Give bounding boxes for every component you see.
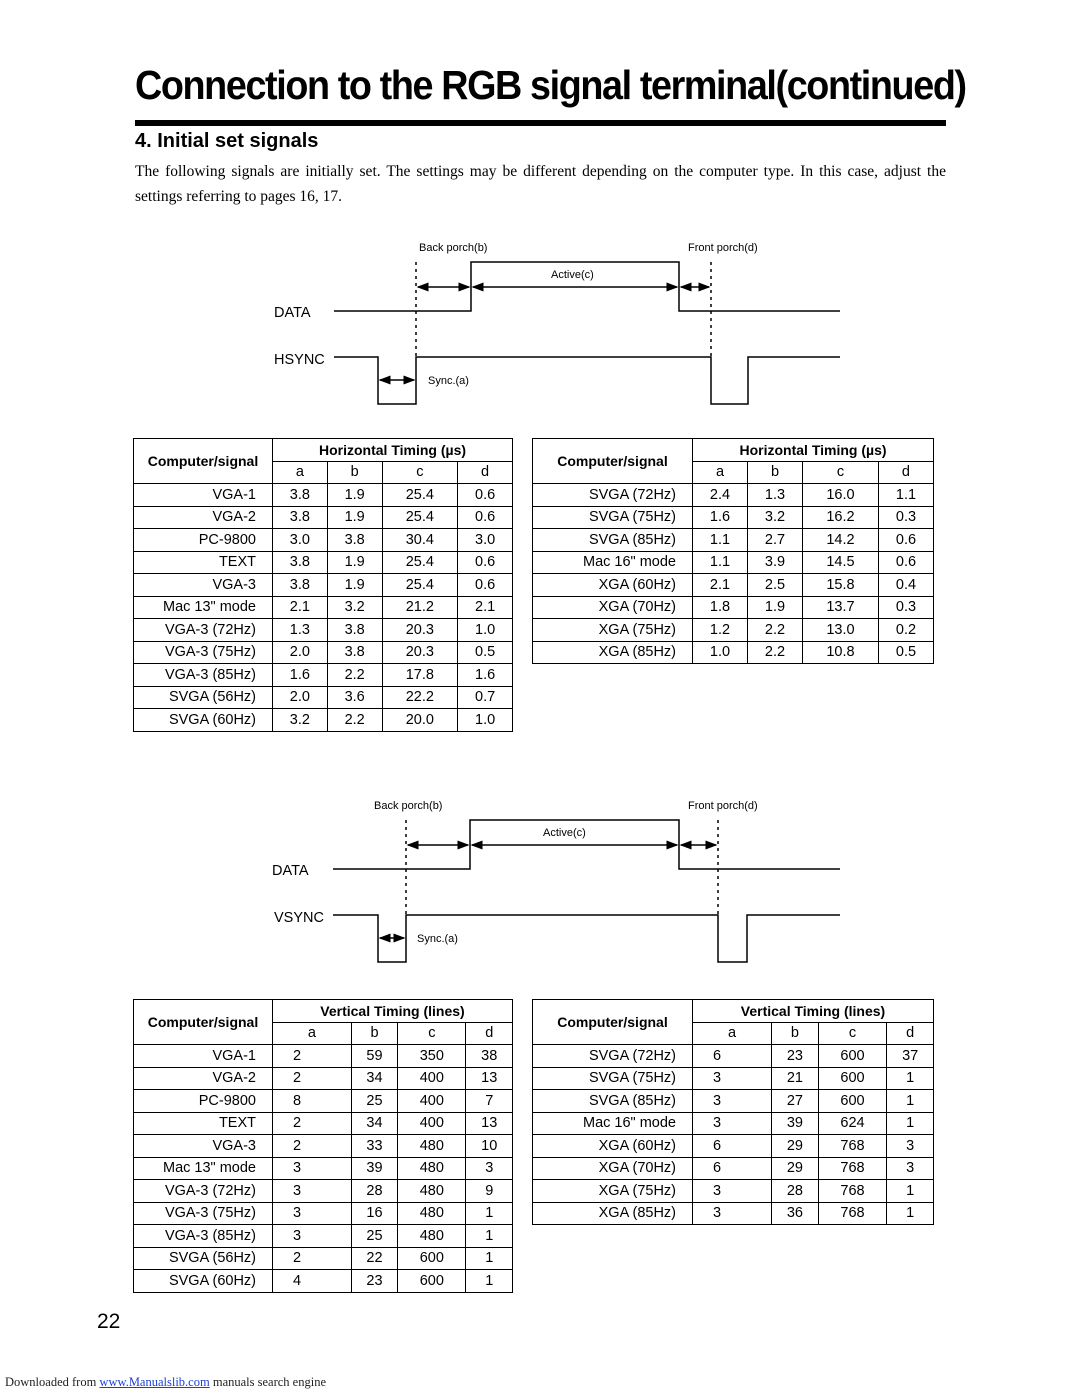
signal-name-cell: XGA (70Hz)	[533, 1157, 693, 1180]
timing-cell-c: 480	[398, 1225, 466, 1248]
vertical-timing-table-right	[532, 999, 934, 1225]
table-row	[134, 506, 513, 529]
timing-cell-d: 1	[887, 1090, 934, 1113]
timing-cell-a: 1.0	[693, 641, 748, 664]
table-row	[134, 1045, 513, 1068]
subcol-header-a: a	[273, 1022, 352, 1045]
page-number: 22	[97, 1310, 121, 1333]
timing-cell-d: 37	[887, 1045, 934, 1068]
timing-cell-d: 0.2	[878, 619, 933, 642]
subcol-header-a: a	[273, 461, 328, 484]
timing-cell-c: 25.4	[382, 506, 458, 529]
timing-cell-a: 2	[273, 1045, 352, 1068]
table-row	[134, 1247, 513, 1270]
signal-name-cell: SVGA (56Hz)	[134, 1247, 273, 1270]
timing-cell-c: 20.3	[382, 641, 458, 664]
footer	[5, 1375, 326, 1390]
timing-cell-a: 1.3	[273, 619, 328, 642]
timing-cell-d: 0.3	[878, 506, 933, 529]
subcol-header-b: b	[772, 1022, 819, 1045]
signal-name-cell: XGA (85Hz)	[533, 1202, 693, 1225]
table-row	[134, 574, 513, 597]
timing-cell-c: 400	[398, 1112, 466, 1135]
timing-cell-d: 0.5	[458, 641, 513, 664]
signal-name-cell: XGA (75Hz)	[533, 619, 693, 642]
signal-name-cell: VGA-3 (85Hz)	[134, 1225, 273, 1248]
timing-cell-a: 3.8	[273, 506, 328, 529]
timing-cell-d: 0.6	[878, 551, 933, 574]
timing-cell-c: 400	[398, 1067, 466, 1090]
signal-name-cell: SVGA (75Hz)	[533, 506, 693, 529]
timing-cell-b: 27	[772, 1090, 819, 1113]
timing-cell-b: 25	[351, 1225, 397, 1248]
table-row	[134, 1067, 513, 1090]
table-row	[134, 551, 513, 574]
timing-cell-a: 2.4	[693, 484, 748, 507]
timing-cell-d: 1.1	[878, 484, 933, 507]
computer-signal-header: Computer/signal	[533, 1000, 693, 1045]
table-row	[134, 664, 513, 687]
timing-cell-c: 25.4	[382, 551, 458, 574]
signal-name-cell: VGA-2	[134, 506, 273, 529]
signal-name-cell: VGA-3	[134, 1135, 273, 1158]
timing-cell-a: 4	[273, 1270, 352, 1293]
data-label: DATA	[274, 305, 311, 321]
footer-prefix: Downloaded from	[5, 1375, 100, 1389]
timing-cell-c: 480	[398, 1202, 466, 1225]
timing-cell-a: 2	[273, 1135, 352, 1158]
timing-cell-b: 2.2	[747, 641, 802, 664]
signal-name-cell: XGA (60Hz)	[533, 574, 693, 597]
timing-cell-a: 6	[693, 1045, 772, 1068]
sync-line-label: VSYNC	[274, 910, 324, 926]
timing-cell-b: 59	[351, 1045, 397, 1068]
table-row	[533, 1090, 934, 1113]
front-porch-label: Front porch(d)	[688, 800, 758, 812]
timing-cell-a: 1.1	[693, 551, 748, 574]
timing-group-header: Horizontal Timing (µs)	[693, 439, 934, 462]
timing-cell-c: 30.4	[382, 529, 458, 552]
subcol-header-b: b	[327, 461, 382, 484]
timing-cell-a: 1.1	[693, 529, 748, 552]
signal-name-cell: VGA-3 (75Hz)	[134, 1202, 273, 1225]
timing-cell-c: 15.8	[802, 574, 878, 597]
timing-cell-c: 22.2	[382, 686, 458, 709]
timing-cell-d: 38	[466, 1045, 513, 1068]
table-row	[134, 529, 513, 552]
table-row	[134, 1112, 513, 1135]
timing-cell-a: 3.8	[273, 574, 328, 597]
timing-cell-c: 400	[398, 1090, 466, 1113]
timing-cell-c: 480	[398, 1135, 466, 1158]
table-row	[533, 596, 934, 619]
subcol-header-c: c	[382, 461, 458, 484]
sync-line-label: HSYNC	[274, 352, 325, 368]
timing-cell-d: 3	[887, 1157, 934, 1180]
timing-cell-a: 3	[693, 1180, 772, 1203]
timing-cell-c: 13.7	[802, 596, 878, 619]
timing-cell-d: 0.6	[458, 506, 513, 529]
page-title: Connection to the RGB signal terminal(continued)	[135, 62, 966, 108]
timing-cell-d: 1	[887, 1067, 934, 1090]
timing-cell-a: 2	[273, 1067, 352, 1090]
timing-cell-b: 22	[351, 1247, 397, 1270]
timing-cell-d: 0.6	[458, 574, 513, 597]
timing-cell-d: 9	[466, 1180, 513, 1203]
signal-name-cell: SVGA (60Hz)	[134, 1270, 273, 1293]
signal-name-cell: VGA-2	[134, 1067, 273, 1090]
timing-cell-b: 1.9	[327, 574, 382, 597]
timing-cell-b: 39	[772, 1112, 819, 1135]
timing-cell-b: 3.6	[327, 686, 382, 709]
timing-cell-c: 20.0	[382, 709, 458, 732]
signal-name-cell: Mac 13" mode	[134, 1157, 273, 1180]
active-label: Active(c)	[543, 827, 586, 839]
timing-cell-a: 3	[693, 1090, 772, 1113]
timing-cell-d: 3	[887, 1135, 934, 1158]
timing-cell-c: 17.8	[382, 664, 458, 687]
timing-cell-d: 13	[466, 1067, 513, 1090]
table-row	[134, 596, 513, 619]
table-row	[533, 506, 934, 529]
vertical-timing-table-left	[133, 999, 513, 1293]
signal-name-cell: XGA (75Hz)	[533, 1180, 693, 1203]
timing-cell-a: 3	[693, 1202, 772, 1225]
timing-cell-c: 600	[398, 1247, 466, 1270]
signal-name-cell: SVGA (72Hz)	[533, 1045, 693, 1068]
subcol-header-d: d	[458, 461, 513, 484]
table-row	[134, 1090, 513, 1113]
timing-cell-d: 3.0	[458, 529, 513, 552]
timing-cell-c: 480	[398, 1157, 466, 1180]
timing-cell-b: 3.2	[747, 506, 802, 529]
table-row	[134, 1180, 513, 1203]
timing-cell-d: 10	[466, 1135, 513, 1158]
timing-cell-a: 2.0	[273, 641, 328, 664]
table-row	[134, 686, 513, 709]
timing-group-header: Vertical Timing (lines)	[693, 1000, 934, 1023]
signal-name-cell: VGA-1	[134, 1045, 273, 1068]
table-row	[533, 1045, 934, 1068]
timing-cell-d: 1	[887, 1202, 934, 1225]
timing-cell-b: 25	[351, 1090, 397, 1113]
timing-cell-a: 6	[693, 1157, 772, 1180]
table-row	[533, 1067, 934, 1090]
timing-cell-a: 3	[693, 1067, 772, 1090]
timing-cell-b: 29	[772, 1157, 819, 1180]
timing-cell-d: 0.7	[458, 686, 513, 709]
timing-cell-d: 0.3	[878, 596, 933, 619]
signal-name-cell: XGA (60Hz)	[533, 1135, 693, 1158]
timing-cell-b: 39	[351, 1157, 397, 1180]
signal-name-cell: XGA (85Hz)	[533, 641, 693, 664]
signal-name-cell: VGA-3 (75Hz)	[134, 641, 273, 664]
timing-cell-b: 21	[772, 1067, 819, 1090]
signal-name-cell: SVGA (60Hz)	[134, 709, 273, 732]
timing-cell-a: 3.8	[273, 484, 328, 507]
timing-cell-c: 768	[818, 1157, 887, 1180]
title-rule	[135, 120, 946, 126]
subcol-header-a: a	[693, 461, 748, 484]
timing-cell-a: 2	[273, 1112, 352, 1135]
back-porch-label: Back porch(b)	[419, 242, 488, 254]
timing-cell-d: 1	[887, 1180, 934, 1203]
signal-name-cell: TEXT	[134, 1112, 273, 1135]
timing-cell-a: 1.8	[693, 596, 748, 619]
table-row	[134, 1135, 513, 1158]
timing-cell-a: 3.8	[273, 551, 328, 574]
timing-cell-c: 14.5	[802, 551, 878, 574]
timing-cell-b: 33	[351, 1135, 397, 1158]
timing-cell-c: 600	[818, 1090, 887, 1113]
signal-name-cell: SVGA (75Hz)	[533, 1067, 693, 1090]
table-row	[533, 529, 934, 552]
timing-cell-a: 2.0	[273, 686, 328, 709]
table-row	[134, 484, 513, 507]
signal-name-cell: PC-9800	[134, 1090, 273, 1113]
timing-cell-c: 600	[818, 1045, 887, 1068]
table-row	[533, 551, 934, 574]
timing-cell-d: 0.6	[458, 551, 513, 574]
table-row	[533, 1112, 934, 1135]
timing-cell-c: 16.0	[802, 484, 878, 507]
sync-waveform	[333, 915, 840, 962]
timing-cell-c: 768	[818, 1135, 887, 1158]
timing-cell-c: 480	[398, 1180, 466, 1203]
signal-name-cell: VGA-1	[134, 484, 273, 507]
table-row	[533, 1180, 934, 1203]
table-row	[134, 641, 513, 664]
timing-cell-b: 23	[772, 1045, 819, 1068]
footer-suffix: manuals search engine	[209, 1375, 326, 1389]
timing-cell-b: 3.8	[327, 641, 382, 664]
table-row	[533, 641, 934, 664]
subcol-header-d: d	[466, 1022, 513, 1045]
timing-cell-d: 1	[466, 1202, 513, 1225]
timing-cell-c: 25.4	[382, 484, 458, 507]
timing-cell-b: 3.9	[747, 551, 802, 574]
timing-cell-b: 2.2	[747, 619, 802, 642]
timing-cell-c: 624	[818, 1112, 887, 1135]
timing-cell-b: 2.2	[327, 709, 382, 732]
timing-cell-a: 6	[693, 1135, 772, 1158]
timing-cell-a: 3	[273, 1180, 352, 1203]
timing-cell-b: 2.7	[747, 529, 802, 552]
timing-cell-c: 768	[818, 1202, 887, 1225]
subcol-header-c: c	[398, 1022, 466, 1045]
table-row	[134, 619, 513, 642]
subcol-header-c: c	[818, 1022, 887, 1045]
timing-cell-c: 350	[398, 1045, 466, 1068]
timing-cell-d: 3	[466, 1157, 513, 1180]
table-row	[533, 484, 934, 507]
sync-label: Sync.(a)	[417, 933, 458, 945]
signal-name-cell: SVGA (85Hz)	[533, 1090, 693, 1113]
signal-name-cell: Mac 16" mode	[533, 551, 693, 574]
timing-cell-a: 3.2	[273, 709, 328, 732]
timing-cell-a: 2	[273, 1247, 352, 1270]
active-label: Active(c)	[551, 269, 594, 281]
timing-cell-b: 1.9	[327, 484, 382, 507]
horizontal-timing-diagram	[0, 230, 1080, 415]
timing-cell-b: 28	[772, 1180, 819, 1203]
table-row	[134, 1157, 513, 1180]
signal-name-cell: PC-9800	[134, 529, 273, 552]
horizontal-timing-table-right	[532, 438, 934, 664]
timing-cell-a: 1.6	[693, 506, 748, 529]
timing-cell-d: 0.4	[878, 574, 933, 597]
timing-cell-b: 1.9	[327, 506, 382, 529]
timing-cell-c: 20.3	[382, 619, 458, 642]
table-row	[533, 619, 934, 642]
timing-cell-b: 3.8	[327, 619, 382, 642]
timing-cell-a: 3	[273, 1202, 352, 1225]
timing-cell-b: 3.8	[327, 529, 382, 552]
table-row	[533, 574, 934, 597]
signal-name-cell: XGA (70Hz)	[533, 596, 693, 619]
timing-cell-c: 600	[818, 1067, 887, 1090]
signal-name-cell: TEXT	[134, 551, 273, 574]
computer-signal-header: Computer/signal	[134, 439, 273, 484]
timing-cell-b: 34	[351, 1067, 397, 1090]
table-row	[134, 1225, 513, 1248]
timing-cell-b: 28	[351, 1180, 397, 1203]
timing-cell-a: 2.1	[693, 574, 748, 597]
timing-cell-b: 3.2	[327, 596, 382, 619]
timing-cell-d: 0.6	[878, 529, 933, 552]
sync-label: Sync.(a)	[428, 375, 469, 387]
timing-cell-a: 3	[693, 1112, 772, 1135]
subcol-header-a: a	[693, 1022, 772, 1045]
timing-cell-d: 1.0	[458, 709, 513, 732]
timing-cell-a: 3	[273, 1225, 352, 1248]
timing-cell-a: 3	[273, 1157, 352, 1180]
intro-paragraph: The following signals are initially set. The settings may be different depending on the computer type. In this case, adjust the settings referring to pages 16, 17.	[135, 163, 946, 205]
signal-name-cell: VGA-3	[134, 574, 273, 597]
timing-cell-d: 0.5	[878, 641, 933, 664]
timing-cell-b: 29	[772, 1135, 819, 1158]
timing-cell-a: 1.6	[273, 664, 328, 687]
timing-cell-c: 21.2	[382, 596, 458, 619]
subcol-header-d: d	[887, 1022, 934, 1045]
subcol-header-d: d	[878, 461, 933, 484]
timing-cell-d: 2.1	[458, 596, 513, 619]
timing-cell-d: 13	[466, 1112, 513, 1135]
timing-cell-c: 25.4	[382, 574, 458, 597]
table-row	[533, 1135, 934, 1158]
signal-name-cell: Mac 13" mode	[134, 596, 273, 619]
timing-cell-a: 1.2	[693, 619, 748, 642]
signal-name-cell: Mac 16" mode	[533, 1112, 693, 1135]
table-row	[533, 1202, 934, 1225]
timing-cell-a: 3.0	[273, 529, 328, 552]
vertical-timing-diagram	[0, 788, 1080, 973]
table-row	[134, 1202, 513, 1225]
timing-cell-a: 2.1	[273, 596, 328, 619]
timing-cell-b: 2.2	[327, 664, 382, 687]
timing-cell-c: 10.8	[802, 641, 878, 664]
computer-signal-header: Computer/signal	[134, 1000, 273, 1045]
timing-cell-b: 2.5	[747, 574, 802, 597]
timing-cell-d: 1	[887, 1112, 934, 1135]
timing-cell-d: 1.6	[458, 664, 513, 687]
timing-cell-b: 1.9	[747, 596, 802, 619]
timing-cell-d: 1	[466, 1225, 513, 1248]
manualslib-link[interactable]: www.Manualslib.com	[99, 1375, 210, 1389]
timing-cell-d: 1	[466, 1270, 513, 1293]
computer-signal-header: Computer/signal	[533, 439, 693, 484]
subcol-header-c: c	[802, 461, 878, 484]
subcol-header-b: b	[747, 461, 802, 484]
table-row	[134, 709, 513, 732]
timing-cell-c: 600	[398, 1270, 466, 1293]
timing-cell-c: 13.0	[802, 619, 878, 642]
timing-cell-d: 1	[466, 1247, 513, 1270]
timing-cell-b: 23	[351, 1270, 397, 1293]
table-row	[533, 1157, 934, 1180]
timing-cell-b: 34	[351, 1112, 397, 1135]
section-heading: 4. Initial set signals	[135, 130, 319, 152]
signal-name-cell: VGA-3 (85Hz)	[134, 664, 273, 687]
horizontal-timing-table-left	[133, 438, 513, 732]
signal-name-cell: SVGA (56Hz)	[134, 686, 273, 709]
signal-name-cell: VGA-3 (72Hz)	[134, 1180, 273, 1203]
signal-name-cell: VGA-3 (72Hz)	[134, 619, 273, 642]
signal-name-cell: SVGA (85Hz)	[533, 529, 693, 552]
subcol-header-b: b	[351, 1022, 397, 1045]
back-porch-label: Back porch(b)	[374, 800, 443, 812]
timing-cell-a: 8	[273, 1090, 352, 1113]
timing-cell-d: 7	[466, 1090, 513, 1113]
timing-cell-c: 768	[818, 1180, 887, 1203]
timing-cell-b: 36	[772, 1202, 819, 1225]
timing-cell-c: 16.2	[802, 506, 878, 529]
timing-cell-d: 0.6	[458, 484, 513, 507]
table-row	[134, 1270, 513, 1293]
signal-name-cell: SVGA (72Hz)	[533, 484, 693, 507]
timing-group-header: Horizontal Timing (µs)	[273, 439, 513, 462]
timing-cell-b: 1.9	[327, 551, 382, 574]
timing-cell-d: 1.0	[458, 619, 513, 642]
front-porch-label: Front porch(d)	[688, 242, 758, 254]
timing-cell-b: 16	[351, 1202, 397, 1225]
timing-group-header: Vertical Timing (lines)	[273, 1000, 513, 1023]
timing-cell-b: 1.3	[747, 484, 802, 507]
data-label: DATA	[272, 863, 309, 879]
timing-cell-c: 14.2	[802, 529, 878, 552]
